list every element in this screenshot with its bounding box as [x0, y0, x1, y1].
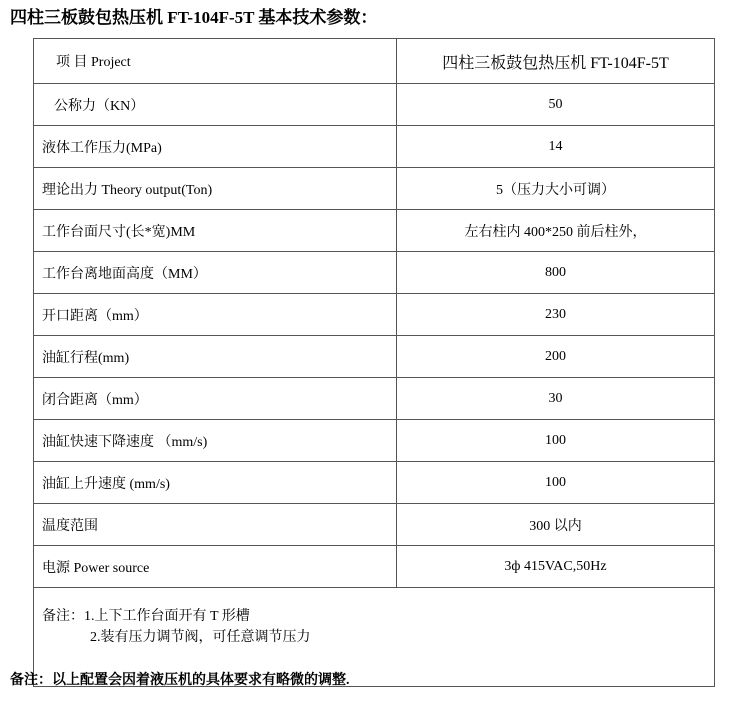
row-label: 工作台离地面高度（MM）	[34, 252, 397, 294]
row-value: 50	[397, 84, 715, 126]
table-row	[34, 546, 715, 588]
row-label: 电源 Power source	[34, 546, 397, 588]
notes-line-2: 2.装有压力调节阀，可任意调节压力	[90, 630, 311, 645]
header-project-label: 项 目 Project	[34, 39, 397, 84]
row-value: 100	[397, 420, 715, 462]
row-value: 100	[397, 462, 715, 504]
table-row	[34, 420, 715, 462]
footer-note: 备注：以上配置会因着液压机的具体要求有略微的调整.	[10, 673, 350, 688]
row-value: 800	[397, 252, 715, 294]
row-label: 开口距离（mm）	[34, 294, 397, 336]
row-label: 油缸上升速度 (mm/s)	[34, 462, 397, 504]
table-row	[34, 336, 715, 378]
row-label: 公称力（KN）	[34, 84, 397, 126]
table-row	[34, 378, 715, 420]
row-label: 油缸行程(mm)	[34, 336, 397, 378]
row-value: 14	[397, 126, 715, 168]
row-value: 300 以内	[397, 504, 715, 546]
table-row	[34, 210, 715, 252]
table-row	[34, 252, 715, 294]
table-row	[34, 504, 715, 546]
row-label: 闭合距离（mm）	[34, 378, 397, 420]
row-label: 理论出力 Theory output(Ton)	[34, 168, 397, 210]
spec-table	[33, 38, 715, 687]
row-label: 工作台面尺寸(长*宽)MM	[34, 210, 397, 252]
header-model-name: 四柱三板鼓包热压机 FT-104F-5T	[397, 39, 715, 84]
table-row	[34, 462, 715, 504]
row-value: 3ф 415VAC,50Hz	[397, 546, 715, 588]
notes-line-1: 备注：1.上下工作台面开有 T 形槽	[42, 609, 250, 624]
row-value: 30	[397, 378, 715, 420]
row-value: 230	[397, 294, 715, 336]
row-value: 200	[397, 336, 715, 378]
row-label: 油缸快速下降速度 （mm/s)	[34, 420, 397, 462]
table-row	[34, 126, 715, 168]
row-value: 5（压力大小可调）	[397, 168, 715, 210]
row-value: 左右柱内 400*250 前后柱外，	[397, 210, 715, 252]
document-title: 四柱三板鼓包热压机 FT-104F-5T 基本技术参数：	[10, 8, 378, 27]
table-row	[34, 84, 715, 126]
table-row	[34, 294, 715, 336]
row-label: 液体工作压力(MPa)	[34, 126, 397, 168]
row-label: 温度范围	[34, 504, 397, 546]
table-row	[34, 168, 715, 210]
table-header-row	[34, 39, 715, 84]
